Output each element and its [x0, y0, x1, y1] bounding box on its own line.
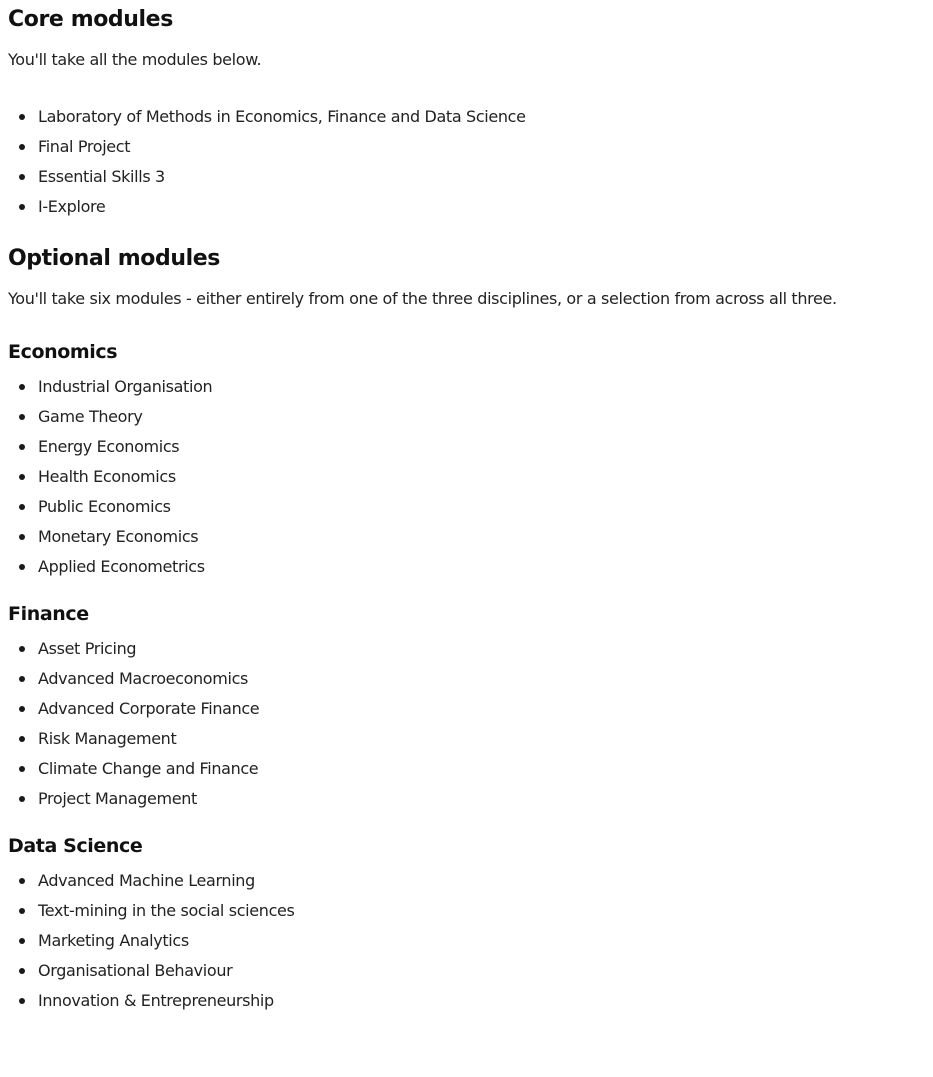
list-item: Essential Skills 3: [38, 162, 526, 192]
list-item: Industrial Organisation: [38, 372, 212, 402]
list-item: Advanced Macroeconomics: [38, 664, 259, 694]
list-item: Health Economics: [38, 462, 212, 492]
list-item: Climate Change and Finance: [38, 754, 259, 784]
list-item: Monetary Economics: [38, 522, 212, 552]
list-item: Project Management: [38, 784, 259, 814]
list-item: Energy Economics: [38, 432, 212, 462]
economics-heading: Economics: [8, 341, 118, 363]
core-modules-heading: Core modules: [8, 7, 173, 32]
list-item: Laboratory of Methods in Economics, Finance and Data Science: [38, 102, 526, 132]
finance-modules-list: [8, 634, 259, 814]
finance-heading: Finance: [8, 603, 89, 625]
data-science-heading: Data Science: [8, 835, 143, 857]
list-item: Game Theory: [38, 402, 212, 432]
optional-modules-intro: You'll take six modules - either entirely from one of the three disciplines, or a selection from across all three.: [8, 289, 837, 308]
list-item: I-Explore: [38, 192, 526, 222]
list-item: Text-mining in the social sciences: [38, 896, 295, 926]
data-science-modules-list: [8, 866, 295, 1016]
list-item: Marketing Analytics: [38, 926, 295, 956]
list-item: Public Economics: [38, 492, 212, 522]
core-modules-list: [8, 102, 526, 222]
list-item: Risk Management: [38, 724, 259, 754]
list-item: Asset Pricing: [38, 634, 259, 664]
list-item: Final Project: [38, 132, 526, 162]
optional-modules-heading: Optional modules: [8, 246, 220, 271]
list-item: Innovation & Entrepreneurship: [38, 986, 295, 1016]
list-item: Organisational Behaviour: [38, 956, 295, 986]
list-item: Advanced Machine Learning: [38, 866, 295, 896]
list-item: Applied Econometrics: [38, 552, 212, 582]
list-item: Advanced Corporate Finance: [38, 694, 259, 724]
core-modules-intro: You'll take all the modules below.: [8, 50, 262, 69]
economics-modules-list: [8, 372, 212, 582]
